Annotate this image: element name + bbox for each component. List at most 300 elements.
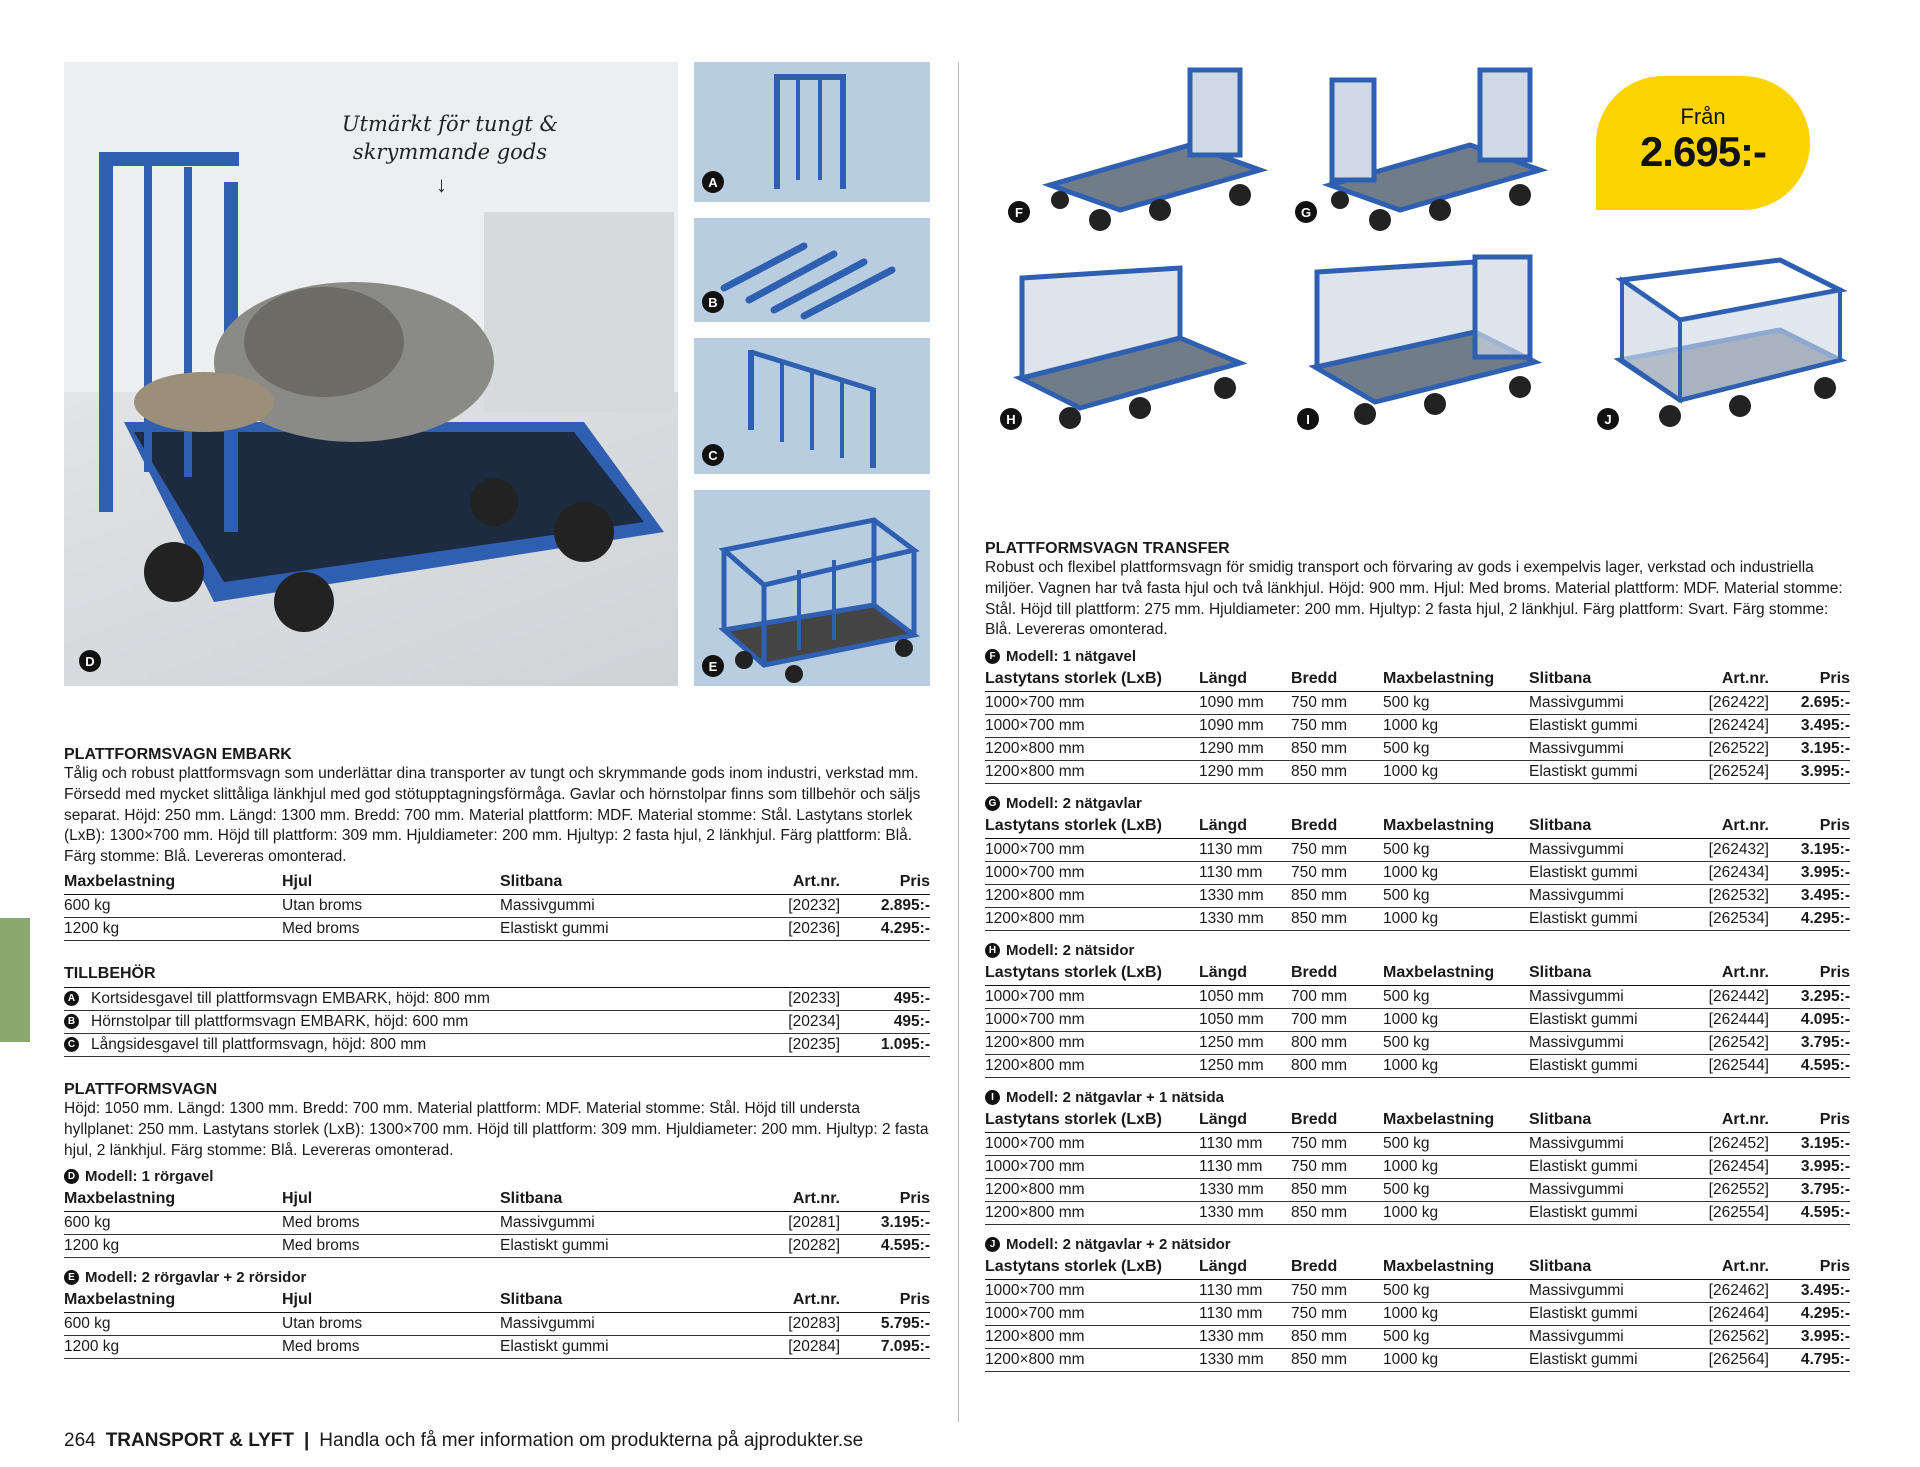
col-header: Slitbana [1529,1108,1679,1133]
col-header: Pris [840,870,930,895]
table-row [985,1032,1850,1055]
cell-price: 3.995:- [1769,862,1850,885]
cell-length: 1330 mm [1199,1326,1291,1349]
cell-article: [262462] [1679,1280,1769,1303]
cell-length: 1330 mm [1199,908,1291,931]
cell-load: 500 kg [1383,885,1529,908]
cell-price: 3.995:- [1769,761,1850,784]
col-header: Bredd [1291,814,1383,839]
model-heading-g [985,792,1850,814]
model-heading-i [985,1086,1850,1108]
cart-two-mesh-sides-illustration [1010,258,1250,433]
photo-handwritten-note: Utmärkt för tungt & skrymmande gods [341,112,559,164]
cell-width: 700 mm [1291,986,1383,1009]
cell-load: 1000 kg [1383,1303,1529,1326]
cell-price: 2.895:- [840,894,930,917]
cell-tread: Massivgummi [500,894,730,917]
cell-load: 600 kg [64,1212,282,1235]
cell-width: 750 mm [1291,1156,1383,1179]
col-header: Maxbelastning [64,1288,282,1313]
col-header: Slitbana [1529,1255,1679,1280]
cell-size: 1200×800 mm [985,1179,1199,1202]
cell-article: [20282] [730,1235,840,1258]
model-label: Modell: 2 nätgavlar [1006,794,1142,812]
image-marker-i: I [1297,408,1319,430]
image-marker-g: G [1295,201,1317,223]
cell-tread: Massivgummi [500,1212,730,1235]
cell-article: [262452] [1679,1133,1769,1156]
cell-width: 800 mm [1291,1055,1383,1078]
cell-width: 850 mm [1291,1349,1383,1372]
col-header: Art.nr. [730,870,840,895]
image-marker-d: D [79,650,101,672]
cell-article: [262532] [1679,885,1769,908]
col-header: Bredd [1291,667,1383,692]
corner-posts-illustration [694,218,930,322]
cart-mesh-ends-one-side-illustration [1305,252,1545,432]
cell-tread: Massivgummi [1529,1179,1679,1202]
embark-table-header [64,870,930,895]
col-header: Bredd [1291,961,1383,986]
cell-tread: Elastiskt gummi [1529,715,1679,738]
section-color-tab [0,918,30,1042]
page-divider [958,62,959,1422]
cell-price: 5.795:- [840,1313,930,1336]
col-header: Pris [1769,814,1850,839]
col-header: Längd [1199,1255,1291,1280]
cell-length: 1330 mm [1199,1202,1291,1225]
cell-wheel: Med broms [282,917,500,940]
cell-size: 1200×800 mm [985,738,1199,761]
col-header: Maxbelastning [1383,814,1529,839]
page-number: 264 [64,1430,96,1451]
cell-price: 3.795:- [1769,1032,1850,1055]
cell-wheel: Med broms [282,1336,500,1359]
cell-article: [262444] [1679,1009,1769,1032]
col-header: Pris [840,1187,930,1212]
col-header: Lastytans storlek (LxB) [985,814,1199,839]
model-label: Modell: 2 nätgavlar + 2 nätsidor [1006,1235,1231,1253]
cell-article: [262524] [1679,761,1769,784]
model-label: Modell: 1 rörgavel [85,1167,214,1185]
col-header: Pris [1769,1255,1850,1280]
cell-article: [262432] [1679,839,1769,862]
cell-wheel: Med broms [282,1235,500,1258]
plattformsvagn-table-e [64,1288,930,1359]
cell-tread: Elastiskt gummi [1529,1303,1679,1326]
badge-price: 2.695:- [1639,128,1767,175]
accessory-marker: B [64,1014,79,1029]
cell-width: 750 mm [1291,692,1383,715]
plattformsvagn-description: Höjd: 1050 mm. Längd: 1300 mm. Bredd: 700 mm. Material plattform: MDF. Material stomme: Stål. Höjd till understa hyllplanet: 250 mm. Lastytans storlek (LxB): 1300×700 mm. Höjd till plattform: 309 mm. Hjuldiameter: 200 mm. Hjultyp: 2 fasta hjul, 2 länkhjul. Färg stomme: Blå. Levereras omonterad. [64,1099,929,1159]
table-row [64,894,930,917]
col-header: Längd [1199,667,1291,692]
cell-tread: Massivgummi [1529,839,1679,862]
col-header: Lastytans storlek (LxB) [985,961,1199,986]
cell-article: [262562] [1679,1326,1769,1349]
cell-article: [262554] [1679,1202,1769,1225]
col-header: Längd [1199,814,1291,839]
col-header: Maxbelastning [64,870,282,895]
cell-price: 4.295:- [1769,908,1850,931]
cell-load: 500 kg [1383,1326,1529,1349]
table-header [64,1187,930,1212]
col-header: Pris [1769,961,1850,986]
accessory-name: Långsidesgavel till plattformsvagn, höjd: 800 mm [91,1035,427,1053]
cell-width: 850 mm [1291,738,1383,761]
cell-article: [262544] [1679,1055,1769,1078]
cell-load: 1000 kg [1383,1156,1529,1179]
table-row [985,1202,1850,1225]
cell-article: [20232] [730,894,840,917]
cell-price: 3.795:- [1769,1179,1850,1202]
cell-load: 500 kg [1383,1032,1529,1055]
transfer-table-j [985,1255,1850,1372]
cell-length: 1130 mm [1199,1156,1291,1179]
cell-load: 1200 kg [64,1235,282,1258]
cell-price: 4.595:- [1769,1055,1850,1078]
cell-article: [262442] [1679,986,1769,1009]
product-photo-h [1010,258,1250,433]
accessories-list [64,987,930,1057]
model-heading-j [985,1233,1850,1255]
cell-article: [20281] [730,1212,840,1235]
cell-price: 4.295:- [840,917,930,940]
table-row [985,1303,1850,1326]
col-header: Maxbelastning [64,1187,282,1212]
cell-length: 1130 mm [1199,1133,1291,1156]
col-header: Längd [1199,1108,1291,1133]
table-header [985,667,1850,692]
model-marker: J [985,1237,1000,1252]
model-label: Modell: 1 nätgavel [1006,647,1137,665]
col-header: Slitbana [500,870,730,895]
cell-price: 4.595:- [840,1235,930,1258]
cell-article: [262542] [1679,1032,1769,1055]
cell-size: 1000×700 mm [985,715,1199,738]
cell-load: 1000 kg [1383,1055,1529,1078]
col-header: Lastytans storlek (LxB) [985,1255,1199,1280]
table-row [985,761,1850,784]
product-photo-e [694,490,930,686]
cell-price: 3.195:- [1769,839,1850,862]
cell-size: 1200×800 mm [985,1326,1199,1349]
col-header: Maxbelastning [1383,667,1529,692]
cell-width: 750 mm [1291,862,1383,885]
cell-load: 1200 kg [64,1336,282,1359]
accessory-price: 1.095:- [880,1035,930,1053]
col-header: Art.nr. [730,1288,840,1313]
model-heading-d [64,1165,930,1187]
cell-width: 850 mm [1291,1179,1383,1202]
table-row [985,862,1850,885]
embark-table [64,870,930,941]
col-header: Maxbelastning [1383,1108,1529,1133]
model-marker: E [64,1270,79,1285]
cell-load: 600 kg [64,1313,282,1336]
model-label: Modell: 2 nätsidor [1006,941,1135,959]
cell-width: 750 mm [1291,1303,1383,1326]
accessory-article: [20233] [788,989,840,1007]
cell-tread: Massivgummi [1529,692,1679,715]
table-row [64,1336,930,1359]
cell-tread: Massivgummi [1529,1133,1679,1156]
cell-price: 4.095:- [1769,1009,1850,1032]
cell-article: [262552] [1679,1179,1769,1202]
cage-cart-illustration [694,490,930,686]
cell-price: 4.595:- [1769,1202,1850,1225]
cell-price: 3.495:- [1769,885,1850,908]
col-header: Hjul [282,1288,500,1313]
accessory-row [64,1011,930,1034]
cell-size: 1000×700 mm [985,1133,1199,1156]
cell-load: 500 kg [1383,692,1529,715]
cell-load: 500 kg [1383,1133,1529,1156]
cell-length: 1130 mm [1199,1280,1291,1303]
col-header: Bredd [1291,1108,1383,1133]
long-side-gate-illustration [694,338,930,474]
table-row [985,885,1850,908]
col-header: Art.nr. [1679,667,1769,692]
cell-tread: Elastiskt gummi [500,1235,730,1258]
col-header: Art.nr. [1679,1255,1769,1280]
product-photo-g [1320,60,1560,235]
col-header: Slitbana [500,1187,730,1212]
accessory-row [64,1034,930,1057]
cell-length: 1290 mm [1199,738,1291,761]
table-header [985,1255,1850,1280]
cell-tread: Elastiskt gummi [500,1336,730,1359]
cell-size: 1200×800 mm [985,1349,1199,1372]
col-header: Lastytans storlek (LxB) [985,1108,1199,1133]
cell-load: 1000 kg [1383,862,1529,885]
transfer-description: Robust och flexibel plattformsvagn för smidig transport och förvaring av gods i exempelvis lager, verkstad och industriella miljöer. Vagnen har två fasta hjul och två länkhjul. Höjd: 900 mm. Hjul: Med broms. Material plattform: MDF. Material stomme: Stål. Höjd till plattform: 275 mm. Hjuldiameter: 200 mm. Hjultyp: 2 fasta hjul, 2 länkhjul. Färg plattform: Svart. Färg stomme: Blå. Levereras omonterad. [985,559,1843,639]
transfer-models [985,645,1850,1372]
cell-width: 750 mm [1291,1280,1383,1303]
table-header [985,961,1850,986]
cell-load: 1200 kg [64,917,282,940]
cell-width: 800 mm [1291,1032,1383,1055]
table-row [985,1179,1850,1202]
cell-size: 1000×700 mm [985,1303,1199,1326]
embark-description: Tålig och robust plattformsvagn som underlättar dina transporter av tungt och skrymmande gods inom industri, verkstad mm. Försedd med mycket slittåliga länkhjul med god stötupptagningsförmåga. Gavlar och hörnstolpar finns som tillbehör och säljs separat. Höjd: 250 mm. Längd: 1300 mm. Bredd: 700 mm. Material plattform: MDF. Material stomme: Stål. Lastytans storlek (LxB): 1300×700 mm. Höjd till plattform: 309 mm. Hjuldiameter: 200 mm. Hjultyp: 2 fasta hjul, 2 länkhjul. Färg plattform: Blå. Färg stomme: Blå. Levereras omonterad. [64,765,921,866]
col-header: Hjul [282,870,500,895]
cell-tread: Elastiskt gummi [1529,1055,1679,1078]
cell-article: [262534] [1679,908,1769,931]
col-header: Slitbana [1529,667,1679,692]
cell-load: 1000 kg [1383,1202,1529,1225]
cell-price: 3.995:- [1769,1326,1850,1349]
cell-load: 1000 kg [1383,761,1529,784]
cell-load: 500 kg [1383,986,1529,1009]
cell-width: 850 mm [1291,1202,1383,1225]
cell-tread: Elastiskt gummi [1529,1349,1679,1372]
cell-width: 750 mm [1291,715,1383,738]
cell-article: [262434] [1679,862,1769,885]
cell-price: 3.195:- [840,1212,930,1235]
cell-article: [20283] [730,1313,840,1336]
model-label: Modell: 2 nätgavlar + 1 nätsida [1006,1088,1224,1106]
cell-width: 850 mm [1291,761,1383,784]
col-header: Pris [840,1288,930,1313]
accessories-title: TILLBEHÖR [64,964,156,982]
cell-load: 500 kg [1383,839,1529,862]
cell-tread: Elastiskt gummi [500,917,730,940]
table-row [64,1313,930,1336]
transfer-title: PLATTFORMSVAGN TRANSFER [985,540,1230,557]
cell-price: 2.695:- [1769,692,1850,715]
table-row [985,1055,1850,1078]
cell-article: [20236] [730,917,840,940]
cell-tread: Elastiskt gummi [1529,862,1679,885]
product-photo-i [1305,252,1545,432]
cell-load: 1000 kg [1383,715,1529,738]
cell-length: 1330 mm [1199,1349,1291,1372]
cell-length: 1290 mm [1199,761,1291,784]
embark-title: PLATTFORMSVAGN EMBARK [64,746,292,763]
cell-length: 1330 mm [1199,1179,1291,1202]
cell-tread: Elastiskt gummi [1529,1009,1679,1032]
cell-size: 1000×700 mm [985,692,1199,715]
cell-load: 600 kg [64,894,282,917]
accessory-name: Kortsidesgavel till plattformsvagn EMBARK, höjd: 800 mm [91,989,490,1007]
plattformsvagn-title: PLATTFORMSVAGN [64,1080,218,1098]
cell-size: 1000×700 mm [985,1156,1199,1179]
cell-width: 850 mm [1291,1326,1383,1349]
col-header: Bredd [1291,1255,1383,1280]
cell-tread: Elastiskt gummi [1529,761,1679,784]
product-photo-f [1040,60,1270,235]
table-row [64,917,930,940]
table-row [985,738,1850,761]
cell-article: [262464] [1679,1303,1769,1326]
plattformsvagn-table-d [64,1187,930,1258]
model-marker: G [985,796,1000,811]
col-header: Lastytans storlek (LxB) [985,667,1199,692]
cell-wheel: Utan broms [282,894,500,917]
cell-size: 1000×700 mm [985,1009,1199,1032]
cell-price: 4.295:- [1769,1303,1850,1326]
col-header: Slitbana [1529,814,1679,839]
cell-size: 1000×700 mm [985,839,1199,862]
cell-article: [262522] [1679,738,1769,761]
transfer-table-f [985,667,1850,784]
cart-two-mesh-ends-illustration [1320,60,1560,235]
product-photo-j [1610,250,1850,440]
cell-load: 1000 kg [1383,908,1529,931]
accessory-price: 495:- [893,989,930,1007]
cell-length: 1050 mm [1199,1009,1291,1032]
transfer-table-g [985,814,1850,931]
footer-text: Handla och få mer information om produkterna på ajprodukter.se [319,1430,864,1451]
accessory-article: [20234] [788,1012,840,1030]
cell-length: 1250 mm [1199,1032,1291,1055]
cell-size: 1000×700 mm [985,1280,1199,1303]
cell-size: 1200×800 mm [985,885,1199,908]
cell-size: 1200×800 mm [985,908,1199,931]
cell-length: 1130 mm [1199,839,1291,862]
badge-from-label: Från [1680,104,1726,129]
image-marker-j: J [1597,408,1619,430]
cell-width: 850 mm [1291,885,1383,908]
cell-price: 7.095:- [840,1336,930,1359]
cell-size: 1200×800 mm [985,1055,1199,1078]
cell-size: 1000×700 mm [985,862,1199,885]
col-header: Längd [1199,961,1291,986]
image-marker-c: C [702,444,724,466]
accessory-name: Hörnstolpar till plattformsvagn EMBARK, höjd: 600 mm [91,1012,469,1030]
model-heading-f [985,645,1850,667]
cell-tread: Massivgummi [500,1313,730,1336]
table-row [985,1349,1850,1372]
model-label: Modell: 2 rörgavlar + 2 rörsidor [85,1268,307,1286]
cell-price: 3.995:- [1769,1156,1850,1179]
accessory-marker: C [64,1037,79,1052]
accessory-marker: A [64,991,79,1006]
cell-load: 500 kg [1383,738,1529,761]
product-photo-a [694,62,930,202]
cell-width: 850 mm [1291,908,1383,931]
image-marker-h: H [1000,408,1022,430]
footer-separator: | [303,1430,310,1451]
col-header: Maxbelastning [1383,1255,1529,1280]
col-header: Slitbana [1529,961,1679,986]
table-row [985,1326,1850,1349]
cell-article: [262424] [1679,715,1769,738]
table-header [64,1288,930,1313]
model-marker: F [985,649,1000,664]
accessory-article: [20235] [788,1035,840,1053]
col-header: Art.nr. [1679,961,1769,986]
note-arrow-icon: ↓ [436,172,447,197]
table-row [985,839,1850,862]
cell-length: 1250 mm [1199,1055,1291,1078]
cell-tread: Elastiskt gummi [1529,1202,1679,1225]
cell-article: [20284] [730,1336,840,1359]
image-marker-a: A [702,171,724,193]
cell-tread: Massivgummi [1529,1326,1679,1349]
model-marker: H [985,943,1000,958]
cell-tread: Massivgummi [1529,738,1679,761]
col-header: Art.nr. [1679,814,1769,839]
cell-size: 1200×800 mm [985,1032,1199,1055]
col-header: Art.nr. [1679,1108,1769,1133]
col-header: Hjul [282,1187,500,1212]
cell-width: 750 mm [1291,1133,1383,1156]
cell-article: [262564] [1679,1349,1769,1372]
cell-length: 1090 mm [1199,692,1291,715]
accessory-price: 495:- [893,1012,930,1030]
cell-load: 1000 kg [1383,1349,1529,1372]
col-header: Pris [1769,1108,1850,1133]
transfer-table-i [985,1108,1850,1225]
transfer-section [985,540,1850,1372]
cell-tread: Elastiskt gummi [1529,908,1679,931]
cart-one-mesh-end-illustration [1040,60,1270,235]
col-header: Pris [1769,667,1850,692]
col-header: Maxbelastning [1383,961,1529,986]
table-row [985,1156,1850,1179]
cell-article: [262454] [1679,1156,1769,1179]
cell-tread: Massivgummi [1529,986,1679,1009]
table-row [985,1280,1850,1303]
table-header [985,1108,1850,1133]
cell-price: 3.195:- [1769,738,1850,761]
cell-price: 3.495:- [1769,1280,1850,1303]
cell-tread: Massivgummi [1529,1280,1679,1303]
model-heading-e [64,1266,930,1288]
cell-length: 1130 mm [1199,862,1291,885]
